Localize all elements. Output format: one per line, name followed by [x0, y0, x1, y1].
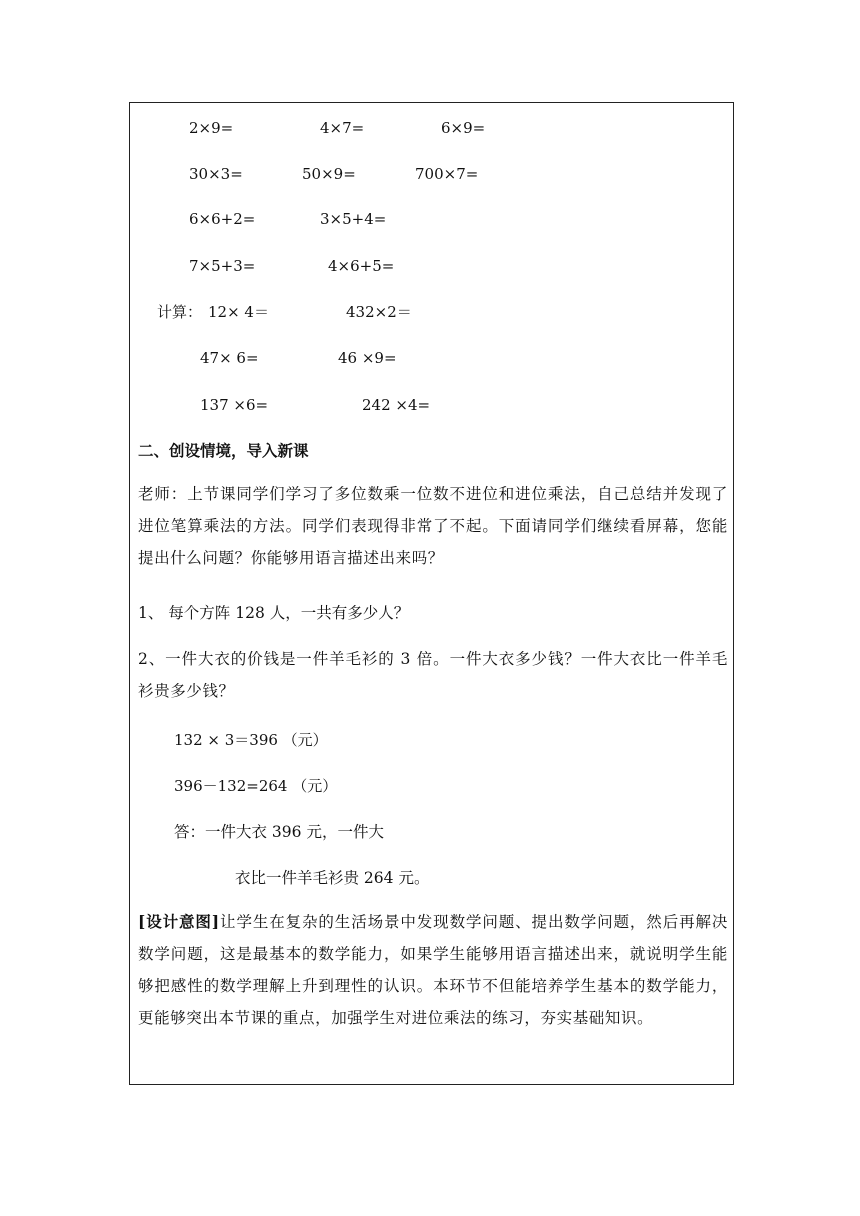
calc-label: 计算： — [157, 303, 203, 321]
calc-item: 46 ×9= — [338, 349, 397, 367]
drill-item: 2×9= — [189, 119, 234, 137]
teacher-paragraph: 老师：上节课同学们学习了多位数乘一位数不进位和进位乘法，自己总结并发现了进位笔算乘法的方法。同学们表现得非常了不起。下面请同学们继续看屏幕，您能提出什么问题？你能够用语言描述出来吗？ — [138, 485, 728, 567]
calc-item: 137 ×6= — [200, 396, 269, 414]
drill-item: 4×6+5= — [328, 257, 395, 275]
calc-item: 12× 4＝ — [208, 303, 269, 321]
equation-1: 132 × 3＝396 （元） — [174, 731, 328, 749]
answer-line-1: 答：一件大衣 396 元，一件大 — [174, 823, 384, 841]
calc-item: 47× 6= — [200, 349, 259, 367]
drill-item: 4×7= — [320, 119, 365, 137]
drill-item: 6×9= — [441, 119, 486, 137]
drill-item: 700×7= — [415, 165, 479, 183]
equation-2: 396－132=264 （元） — [174, 777, 338, 795]
section-heading: 二、创设情境，导入新课 — [138, 441, 309, 460]
calc-item: 242 ×4= — [362, 396, 431, 414]
design-intent-text: 让学生在复杂的生活场景中发现数学问题、提出数学问题，然后再解决数学问题，这是最基本的数学能力，如果学生能够用语言描述出来，就说明学生能够把感性的数学理解上升到理性的认识。本环节不但能培养学生基本的数学能力，更能够突出本节课的重点，加强学生对进位乘法的练习，夯实基础知识。 — [138, 913, 728, 1027]
drill-item: 50×9= — [302, 165, 356, 183]
drill-item: 6×6+2= — [189, 210, 256, 228]
calc-item: 432×2＝ — [346, 303, 412, 321]
drill-item: 30×3= — [189, 165, 243, 183]
drill-item: 3×5+4= — [320, 210, 387, 228]
question-2: 2、一件大衣的价钱是一件羊毛衫的 3 倍。一件大衣多少钱？一件大衣比一件羊毛衫贵多少钱？ — [138, 650, 728, 700]
drill-item: 7×5+3= — [189, 257, 256, 275]
design-intent-label: [设计意图] — [138, 912, 220, 931]
design-intent-paragraph — [138, 906, 728, 1034]
answer-line-2: 衣比一件羊毛衫贵 264 元。 — [235, 869, 430, 887]
question-1: 1、 每个方阵 128 人，一共有多少人？ — [138, 604, 410, 622]
